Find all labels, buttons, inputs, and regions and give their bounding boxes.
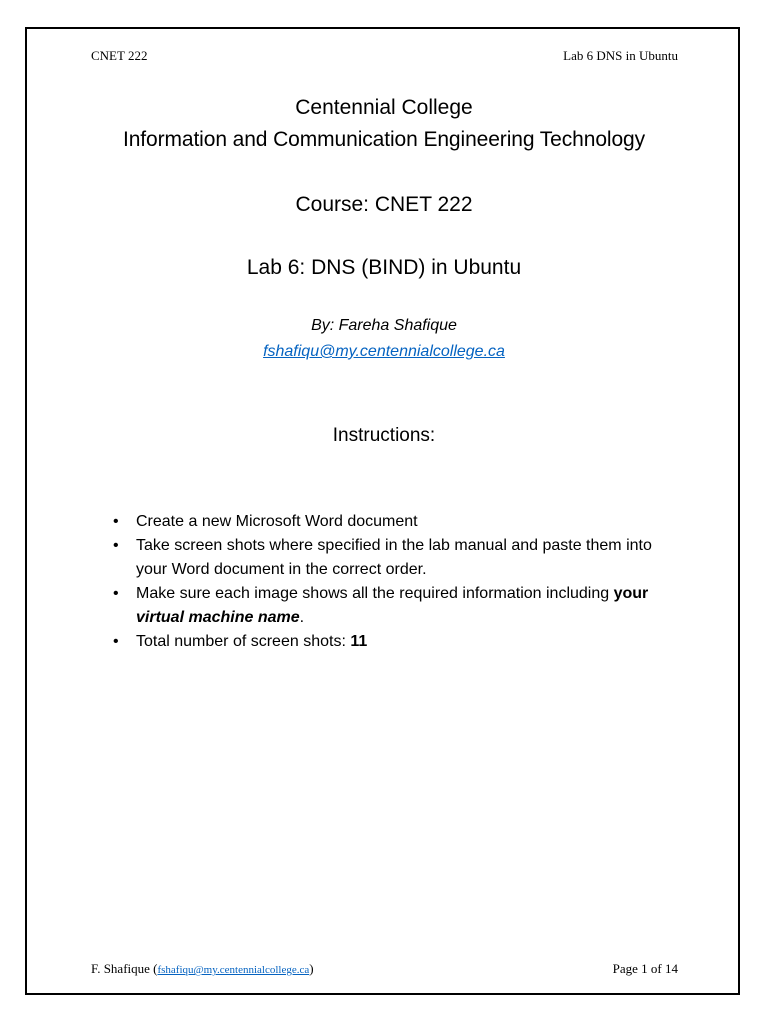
- instructions-list: [113, 510, 673, 654]
- author-line: By: Fareha Shafique: [311, 317, 457, 334]
- page-number: Page 1 of 14: [612, 961, 678, 976]
- emphasis-your: your: [613, 585, 649, 602]
- bullet-icon: •: [113, 585, 119, 602]
- list-item: [113, 630, 673, 654]
- list-item-text: Total number of screen shots:: [136, 633, 351, 650]
- footer-paren: ): [309, 961, 314, 976]
- screenshot-count: 11: [350, 633, 368, 650]
- college-name: Centennial College: [295, 96, 473, 119]
- list-item-text: Take screen shots where specified in the lab manual and paste them into your Word document in the correct order.: [136, 537, 652, 578]
- department-name: Information and Communication Engineering Technology: [122, 128, 646, 151]
- header-lab-title: Lab 6 DNS in Ubuntu: [563, 48, 678, 63]
- footer-author: [91, 961, 314, 977]
- list-item: [113, 582, 673, 630]
- email-line: [0, 343, 768, 361]
- list-item-text: Make sure each image shows all the required information including: [136, 585, 614, 602]
- list-item: [113, 510, 673, 534]
- course-title: Course: CNET 222: [295, 193, 473, 216]
- bullet-icon: •: [113, 513, 119, 530]
- bullet-icon: •: [113, 633, 119, 650]
- footer-email-link[interactable]: fshafiqu@my.centennialcollege.ca: [157, 964, 310, 976]
- bullet-icon: •: [113, 537, 119, 554]
- header-course: CNET 222: [91, 48, 148, 63]
- footer-author-name: F. Shafique (: [91, 961, 158, 976]
- instructions-heading: Instructions:: [332, 425, 436, 446]
- lab-title: Lab 6: DNS (BIND) in Ubuntu: [246, 256, 522, 279]
- list-item: [113, 534, 673, 582]
- list-item-text: .: [299, 609, 305, 626]
- emphasis-vm-name: virtual machine name: [136, 609, 300, 626]
- list-item-text: Create a new Microsoft Word document: [136, 513, 418, 530]
- author-email-link[interactable]: fshafiqu@my.centennialcollege.ca: [263, 343, 505, 360]
